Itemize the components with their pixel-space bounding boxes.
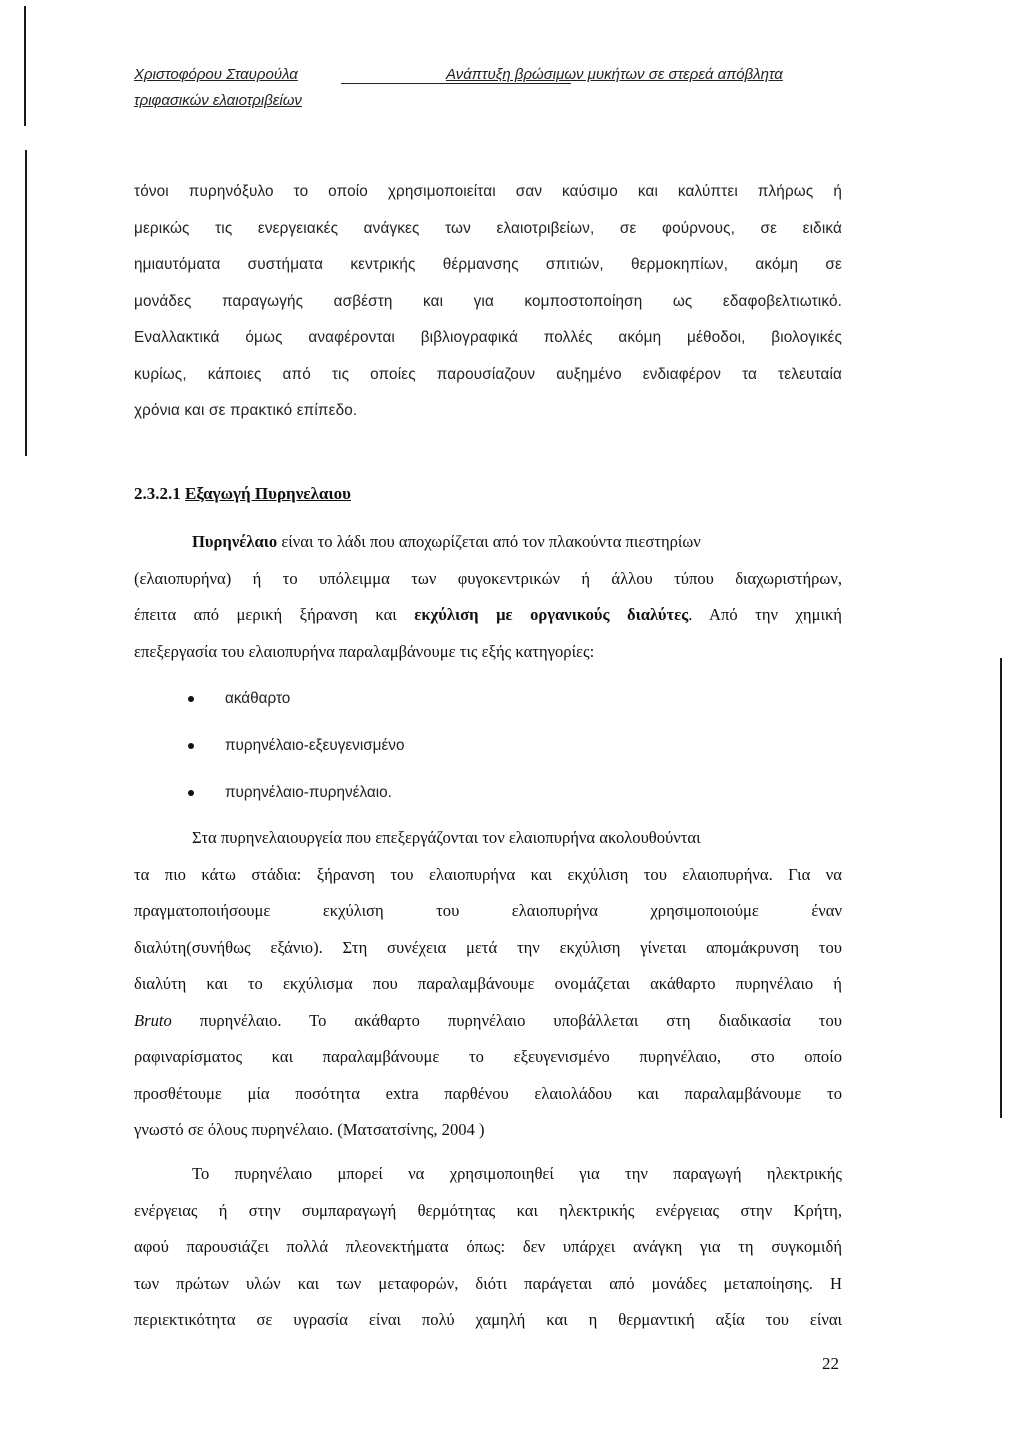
text-line: επεξεργασία του ελαιοπυρήνα παραλαμβάνουμε τις εξής κατηγορίες: [134, 641, 595, 661]
text-line: προσθέτουμε μία ποσότητα extra παρθένου ελαιολάδου και παραλαμβάνουμε το [134, 1083, 842, 1103]
header-title-continued: τριφασικών ελαιοτριβείων [134, 92, 302, 109]
bold-term: Πυρηνέλαιο [192, 532, 278, 551]
text-line: διαλύτη και το εκχύλισμα που παραλαμβάνουμε ονομάζεται ακάθαρτο πυρηνέλαιο ή [134, 974, 842, 993]
text-line: γνωστό σε όλους πυρηνέλαιο. (Ματσατσίνης, 2004 ) [134, 1120, 485, 1139]
intro-paragraph [134, 174, 842, 430]
text-line: Εναλλακτικά όμως αναφέρονται βιβλιογραφικά πολλές ακόμη μέθοδοι, βιολογικές [134, 329, 842, 346]
text-line: Στα πυρηνελαιουργεία που επεξεργάζονται τον ελαιοπυρήνα ακολουθούνται [192, 828, 701, 847]
scan-border-line [24, 6, 26, 126]
section-title: Εξαγωγή Πυρηνελαιου [185, 484, 351, 503]
text-line: ημιαυτόματα συστήματα κεντρικής θέρμανσης σπιτιών, θερμοκηπίων, ακόμη σε [134, 256, 842, 273]
page-number: 22 [822, 1354, 839, 1373]
section-number: 2.3.2.1 [134, 484, 181, 503]
header-author: Χριστοφόρου Σταυρούλα [134, 66, 298, 83]
list-item: ακάθαρτο [188, 682, 688, 729]
running-header [134, 58, 854, 109]
text-line: ενέργειας ή στην συμπαραγωγή θερμότητας και ηλεκτρικής ενέργειας στην Κρήτη, [134, 1200, 842, 1220]
text-line: μονάδες παραγωγής ασβέστη και για κομποστοποίηση ως εδαφοβελτιωτικό. [134, 292, 842, 310]
text-line: (ελαιοπυρήνα) ή το υπόλειμμα των φυγοκεντρικών ή άλλου τύπου διαχωριστήρων, [134, 568, 842, 588]
text-line: κυρίως, κάποιες από τις οποίες παρουσίαζουν αυξημένο ενδιαφέρον τα τελευταία [134, 365, 842, 383]
text-line: χρόνια και σε πρακτικό επίπεδο. [134, 402, 358, 419]
definition-paragraph [134, 524, 842, 670]
bullet-icon [188, 790, 194, 796]
italic-term: Bruto [134, 1010, 172, 1030]
bullet-icon [188, 743, 194, 749]
scan-border-line [1000, 658, 1002, 1118]
text-line: τα πιο κάτω στάδια: ξήρανση του ελαιοπυρήνα και εκχύλιση του ελαιοπυρήνα. Για να [134, 864, 842, 884]
section-heading [134, 484, 351, 504]
list-item: πυρηνέλαιο-εξευγενισμένο [188, 729, 688, 776]
header-title: Ανάπτυξη βρώσιμων μυκήτων σε στερεά απόβλητα [446, 66, 783, 83]
text-line: τόνοι πυρηνόξυλο το οποίο χρησιμοποιείται σαν καύσιμο και καλύπτει πλήρως ή [134, 183, 842, 200]
text-line: μερικώς τις ενεργειακές ανάγκες των ελαιοτριβείων, σε φούρνους, σε ειδικά [134, 219, 842, 237]
energy-paragraph [134, 1156, 842, 1339]
text-line: ραφιναρίσματος και παραλαμβάνουμε το εξευγενισμένο πυρηνέλαιο, στο οποίο [134, 1047, 842, 1066]
text-line: έπειτα από μερική ξήρανση και εκχύλιση με οργανικούς διαλύτες. Από την χημική [134, 605, 842, 624]
text-line: Bruto πυρηνέλαιο. Το ακάθαρτο πυρηνέλαιο υποβάλλεται στη διαδικασία του [134, 1010, 842, 1030]
bullet-icon [188, 696, 194, 702]
list-item: πυρηνέλαιο-πυρηνέλαιο. [188, 776, 688, 823]
process-paragraph [134, 820, 842, 1149]
text-line: των πρώτων υλών και των μεταφορών, διότι παράγεται από μονάδες μεταποίησης. Η [134, 1273, 842, 1293]
text-line: Πυρηνέλαιο είναι το λάδι που αποχωρίζεται από τον πλακούντα πιεστηρίων [192, 532, 701, 551]
text-line: περιεκτικότητα σε υγρασία είναι πολύ χαμηλή και η θερμαντική αξία του είναι [134, 1310, 842, 1329]
bullet-list [188, 682, 688, 823]
text-line: πραγματοποιήσουμε εκχύλιση του ελαιοπυρήνα χρησιμοποιούμε έναν [134, 901, 842, 920]
bold-phrase: εκχύλιση με οργανικούς διαλύτες [414, 605, 689, 624]
text-line: αφού παρουσιάζει πολλά πλεονεκτήματα όπως: δεν υπάρχει ανάγκη για τη συγκομιδή [134, 1237, 842, 1256]
scan-border-line [25, 150, 27, 456]
text-line: Το πυρηνέλαιο μπορεί να χρησιμοποιηθεί για την παραγωγή ηλεκτρικής [192, 1164, 842, 1183]
text-line: διαλύτη(συνήθως εξάνιο). Στη συνέχεια μετά την εκχύλιση γίνεται απομάκρυνση του [134, 937, 842, 957]
